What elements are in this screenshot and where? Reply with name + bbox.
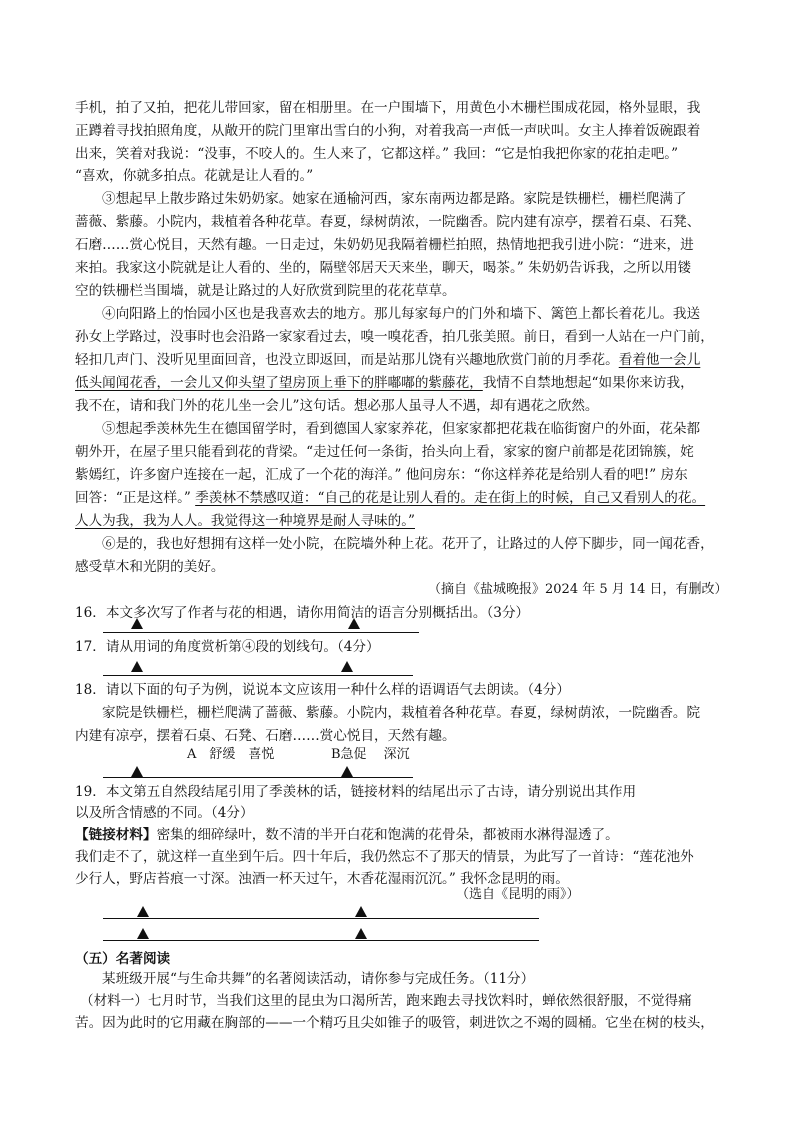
- passage-line: 蔷薇、紫藤。小院内，栽植着各种花草。春夏，绿树荫浓，一院幽香。院内建有凉亭，摆着石桌、石凳、: [75, 214, 701, 230]
- question-19: 19．本文第五自然段结尾引用了季羡林的话，链接材料的结尾出示了古诗，请分别说出其作用: [75, 784, 637, 800]
- passage-line: [75, 351, 700, 369]
- passage-line: 紫嫣红，许多窗户连接在一起，汇成了一个花的海洋。” 他问房东：“你这样养花是给别人看的吧!” 房东: [75, 467, 688, 483]
- underlined-sentence: 低头闻闻花香，一会儿又仰头望了望房顶上垂下的胖嘟嘟的紫藤花，: [75, 375, 483, 391]
- passage-text: 回答：“正是这样。”: [75, 490, 196, 506]
- underlined-quote: 季羡林不禁感叹道：“自己的花是让别人看的。走在街上的时候，自己又看别人的花。: [195, 490, 706, 506]
- question-18-quote: 内建有凉亭，摆着石桌、石凳、石磨……赏心悦目，天然有趣。: [75, 728, 456, 744]
- passage-line: ③想起早上散步路过朱奶奶家。她家在通榆河西，家东南两边都是路。家院是铁栅栏，栅栏爬满了: [102, 191, 687, 207]
- passage-line: ⑤想起季羡林先生在德国留学时，看到德国人家家养花，但家家都把花栽在临街窗户的外面，花朵都: [102, 421, 701, 437]
- answer-line-q18[interactable]: [103, 777, 413, 778]
- underlined-sentence: 看着他一会儿: [618, 352, 701, 368]
- answer-line-q19-a[interactable]: [103, 918, 539, 919]
- question-18: 18．请以下面的句子为例，说说本文应该用一种什么样的语调语气去朗读。（4分）: [75, 682, 570, 698]
- link-material: [75, 826, 619, 844]
- passage-line: 手机，拍了又拍，把花儿带回家，留在相册里。在一户围墙下，用黄色小木栅栏围成花园，格外显眼，我: [75, 100, 701, 116]
- answer-mark: [131, 618, 143, 629]
- material-line: 苦。因为此时的它用藏在胸部的——一个精巧且尖如锥子的吸管，刺进饮之不竭的圆桶。它坐在树的枝头，: [75, 1015, 714, 1031]
- passage-line: 出来，笑着对我说：“没事，不咬人的。生人来了，它都这样。” 我回：“它是怕我把你家的花拍走吧。”: [75, 146, 679, 162]
- answer-line-q19-b[interactable]: [103, 940, 539, 941]
- passage-line: 空的铁栅栏当围墙，就是让路过的人好欣赏到院里的花花草草。: [75, 283, 456, 299]
- answer-mark: [341, 766, 353, 777]
- option-b[interactable]: B急促 深沉: [331, 747, 410, 762]
- underlined-quote: 人人为我，我为人人。我觉得这一种境界是耐人寻味的。”: [75, 513, 415, 529]
- link-label: 【链接材料】: [75, 827, 157, 843]
- passage-text: 我情不自禁地想起“如果你来访我，: [482, 375, 694, 391]
- passage-line: 朝外开，在屋子里只能看到花的背梁。“走过任何一条街，抬头向上看，家家的窗户前都是花团锦簇，姹: [75, 444, 694, 460]
- passage-line: 石磨……赏心悦目，天然有趣。一日走过，朱奶奶见我隔着栅栏拍照，热情地把我引进小院：“进来，进: [75, 237, 694, 253]
- answer-mark: [137, 928, 149, 939]
- passage-text: 轻扣几声门、没听见里面回音，也没立即返回，而是站那儿饶有兴趣地欣赏门前的月季花。: [75, 352, 619, 368]
- link-line: 我们走不了，就这样一直坐到午后。四十年后，我仍然忘不了那天的情景，为此写了一首诗：“莲花池外: [75, 849, 694, 865]
- material-line: （材料一）七月时节，当我们这里的昆虫为口渴所苦，跑来跑去寻找饮料时，蝉依然很舒服，不觉得痛: [80, 993, 692, 1009]
- passage-line: 感受草木和光阴的美好。: [75, 559, 225, 575]
- section-intro: 某班级开展“与生命共舞”的名著阅读活动，请你参与完成任务。（11分）: [102, 971, 535, 987]
- link-line: 少行人，野店苔痕一寸深。浊酒一杯天过午，木香花湿雨沉沉。” 我怀念昆明的雨。: [75, 871, 569, 887]
- passage-line: 正蹲着寻找拍照角度，从敞开的院门里窜出雪白的小狗，对着我高一声低一声吠叫。女主人捧着饭碗跟着: [75, 123, 701, 139]
- passage-line: “喜欢，你就多拍点。花就是让人看的。”: [75, 168, 314, 184]
- passage-line: 孙女上学路过，没事时也会沿路一家家看过去，嗅一嗅花香，拍几张美照。前日，看到一人站在一户门前，: [75, 329, 714, 345]
- answer-line-q17[interactable]: [103, 675, 413, 676]
- answer-mark: [131, 661, 143, 672]
- link-source: （选自《昆明的雨》）: [456, 887, 580, 902]
- answer-mark: [355, 928, 367, 939]
- answer-mark: [348, 618, 360, 629]
- answer-mark: [355, 906, 367, 917]
- passage-line: [75, 374, 694, 392]
- question-17: 17．请从用词的角度赏析第④段的划线句。（4分）: [75, 639, 380, 655]
- passage-line: 来拍。我家这小院就是让人看的、坐的，隔壁邻居天天来坐，聊天，喝茶。” 朱奶奶告诉我，之所以用镂: [75, 260, 692, 276]
- passage-line: ⑥是的，我也好想拥有这样一处小院，在院墙外种上花。花开了，让路过的人停下脚步，同一闻花香，: [102, 536, 714, 552]
- passage-line: ④向阳路上的怡园小区也是我喜欢去的地方。那儿每家每户的门外和墙下、篱笆上都长着花儿。我送: [102, 306, 701, 322]
- passage-line: [75, 512, 415, 530]
- link-text: 密集的细碎绿叶，数不清的半开白花和饱满的花骨朵，都被雨水淋得湿透了。: [156, 827, 619, 843]
- question-16: 16．本文多次写了作者与花的相遇，请你用简洁的语言分别概括出。（3分）: [75, 605, 530, 621]
- question-18-quote: 家院是铁栅栏，栅栏爬满了蔷薇、紫藤。小院内，栽植着各种花草。春夏，绿树荫浓，一院幽香。院: [102, 705, 701, 721]
- option-a[interactable]: A 舒缓 喜悦: [187, 747, 275, 762]
- section-heading: （五）名著阅读: [75, 951, 171, 967]
- answer-mark: [137, 906, 149, 917]
- answer-line-q16[interactable]: [103, 632, 419, 633]
- answer-mark: [341, 661, 353, 672]
- question-19: 以及所含情感的不同。（4分）: [75, 805, 254, 821]
- passage-line: [75, 489, 705, 507]
- passage-line: 我不在，请和我门外的花儿坐一会儿”这句话。想必那人虽寻人不遇，却有遇花之欣然。: [75, 398, 599, 414]
- passage-source: （摘自《盐城晚报》2024 年 5 月 14 日，有删改）: [428, 582, 728, 597]
- answer-mark: [131, 766, 143, 777]
